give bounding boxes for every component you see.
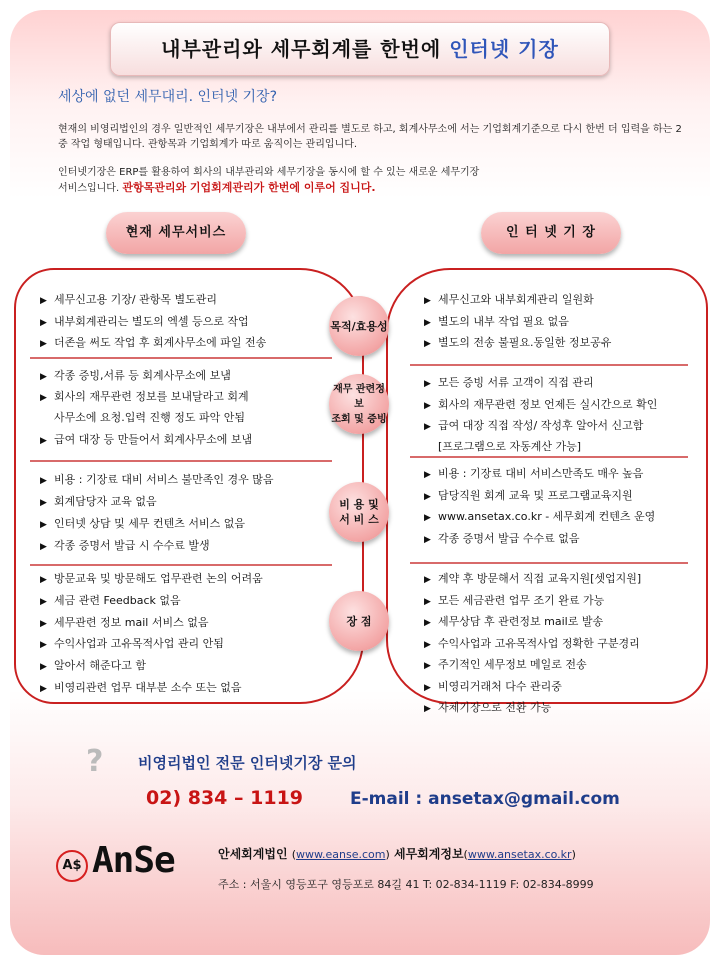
question-icon: ?	[86, 744, 104, 779]
category-advantages: 장 점	[329, 591, 389, 651]
list-item: ▶ 모든 증빙 서류 고객이 직접 관리	[424, 376, 594, 389]
list-item: ▶ 별도의 내부 작업 필요 없음	[424, 315, 569, 328]
list-item: ▶ 비영리거래처 다수 관리중	[424, 680, 562, 693]
info-name: 세무회계정보	[393, 847, 464, 861]
list-item-continued: [프로그램으로 자동계산 가능]	[438, 440, 582, 453]
logo-mark-icon: A$	[56, 850, 88, 882]
list-item: ▶ 각종 증명서 발급 수수료 없음	[424, 532, 580, 545]
list-item: ▶ 비영리관련 업무 대부분 소수 또는 없음	[40, 681, 242, 694]
divider	[30, 357, 332, 359]
info-url-link[interactable]: www.ansetax.co.kr	[467, 848, 572, 861]
list-item: ▶ 담당직원 회계 교육 및 프로그램교육지원	[424, 489, 633, 502]
list-item: ▶ 세무신고와 내부회계관리 일원화	[424, 293, 594, 306]
list-item: ▶ 세무상담 후 관련정보 mail로 발송	[424, 615, 604, 628]
list-item: ▶ 자체기장으로 전환 가능	[424, 701, 552, 714]
divider	[30, 564, 332, 566]
list-item: ▶ 내부회계관리는 별도의 엑셀 등으로 작업	[40, 315, 249, 328]
list-item: ▶ 모든 세금관련 업무 조기 완료 가능	[424, 594, 605, 607]
list-item: ▶ 별도의 전송 불필요.동일한 정보공유	[424, 336, 612, 349]
divider	[410, 364, 688, 366]
intro2-line1: 인터넷기장은 ERP를 활용하여 회사의 내부관리와 세무기장을 동시에 할 수 있는 새로운 세무기장	[58, 167, 480, 178]
title-highlight: 인터넷 기장	[449, 37, 559, 61]
list-item: ▶ 계약 후 방문해서 직접 교육지원[셋업지원]	[424, 572, 642, 585]
current-service-header: 현재 세무서비스	[106, 212, 246, 254]
intro2-highlight: 관항목관리와 기업회계관리가 한번에 이루어 집니다.	[122, 181, 376, 194]
list-item: ▶ 더존을 써도 작업 후 회계사무소에 파일 전송	[40, 336, 267, 349]
category-cost-service: 비 용 및 서 비 스	[329, 482, 389, 542]
list-item: ▶ 세금 관련 Feedback 없음	[40, 594, 181, 607]
list-item: ▶ 세무신고용 기장/ 관항목 별도관리	[40, 293, 217, 306]
intro2-line2a: 서비스입니다.	[58, 183, 123, 194]
list-item: ▶ 회계담당자 교육 없음	[40, 495, 157, 508]
list-item: ▶ 알아서 해준다고 함	[40, 659, 147, 672]
company-name: 안세회계법인	[218, 847, 288, 861]
list-item: ▶ 인터넷 상담 및 세무 컨텐츠 서비스 없음	[40, 517, 245, 530]
list-item-continued: 사무소에 요청.입력 진행 정도 파악 안됨	[54, 411, 245, 424]
list-item: ▶ 수익사업과 고유목적사업 정확한 구분경리	[424, 637, 640, 650]
list-item: ▶ 비용 : 기장료 대비 서비스 불만족인 경우 많음	[40, 473, 274, 486]
list-item: ▶ 수익사업과 고유목적사업 관리 안됨	[40, 637, 224, 650]
subtitle: 세상에 없던 세무대리. 인터넷 기장?	[58, 89, 278, 105]
list-item: ▶ 세무관련 정보 mail 서비스 없음	[40, 616, 209, 629]
category-financial-info: 재무 관련정보 조회 및 증빙	[329, 374, 389, 434]
company-url-link[interactable]: www.eanse.com	[296, 848, 386, 861]
email-address: E-mail : ansetax@gmail.com	[350, 789, 620, 809]
anse-logo	[56, 840, 188, 888]
title-main: 내부관리와 세무회계를 한번에	[161, 37, 450, 61]
list-item: ▶ 방문교육 및 방문해도 업무관련 논의 어려움	[40, 572, 263, 585]
divider	[410, 456, 688, 458]
divider	[30, 460, 332, 462]
intro-paragraph-1: 현재의 비영리법인의 경우 일반적인 세무기장은 내부에서 관리를 별도로 하고, 회계사무소에 서는 기업회계기준으로 다시 한번 더 입력을 하는 2중 작업 형태입니다. 관항목과 기업회계가 따로 움직이는 관리입니다.	[58, 124, 682, 150]
address: 주소 : 서울시 영등포구 영등포로 84길 41 T: 02-834-1119 F: 02-834-8999	[218, 878, 594, 891]
list-item: ▶ 급여 대장 직접 작성/ 작성후 알아서 신고함	[424, 419, 644, 432]
company-info: 안세회계법인 (www.eanse.com) 세무회계정보(www.ansetax.co.kr)	[218, 847, 576, 861]
list-item: ▶ 주기적인 세무정보 메일로 전송	[424, 658, 587, 671]
logo-text: AnSe	[92, 840, 175, 881]
list-item: ▶ 급여 대장 등 만들어서 회계사무소에 보냄	[40, 433, 253, 446]
category-purpose: 목적/효용성	[329, 296, 389, 356]
divider	[410, 562, 688, 564]
list-item: ▶ 각종 증빙,서류 등 회계사무소에 보냄	[40, 369, 231, 382]
page-title	[110, 22, 610, 76]
internet-bookkeeping-header: 인 터 넷 기 장	[481, 212, 621, 254]
list-item: ▶ www.ansetax.co.kr - 세무회계 컨텐츠 운영	[424, 510, 656, 523]
list-item: ▶ 회사의 재무관련 정보를 보내달라고 회계	[40, 390, 249, 403]
list-item: ▶ 각종 증명서 발급 시 수수료 발생	[40, 539, 210, 552]
list-item: ▶ 비용 : 기장료 대비 서비스만족도 매우 높음	[424, 467, 644, 480]
inquiry-heading: 비영리법인 전문 인터넷기장 문의	[138, 754, 357, 772]
list-item: ▶ 회사의 재무관련 정보 언제든 실시간으로 확인	[424, 398, 658, 411]
phone-number: 02) 834 – 1119	[146, 787, 304, 809]
intro-paragraph-2	[58, 165, 686, 196]
